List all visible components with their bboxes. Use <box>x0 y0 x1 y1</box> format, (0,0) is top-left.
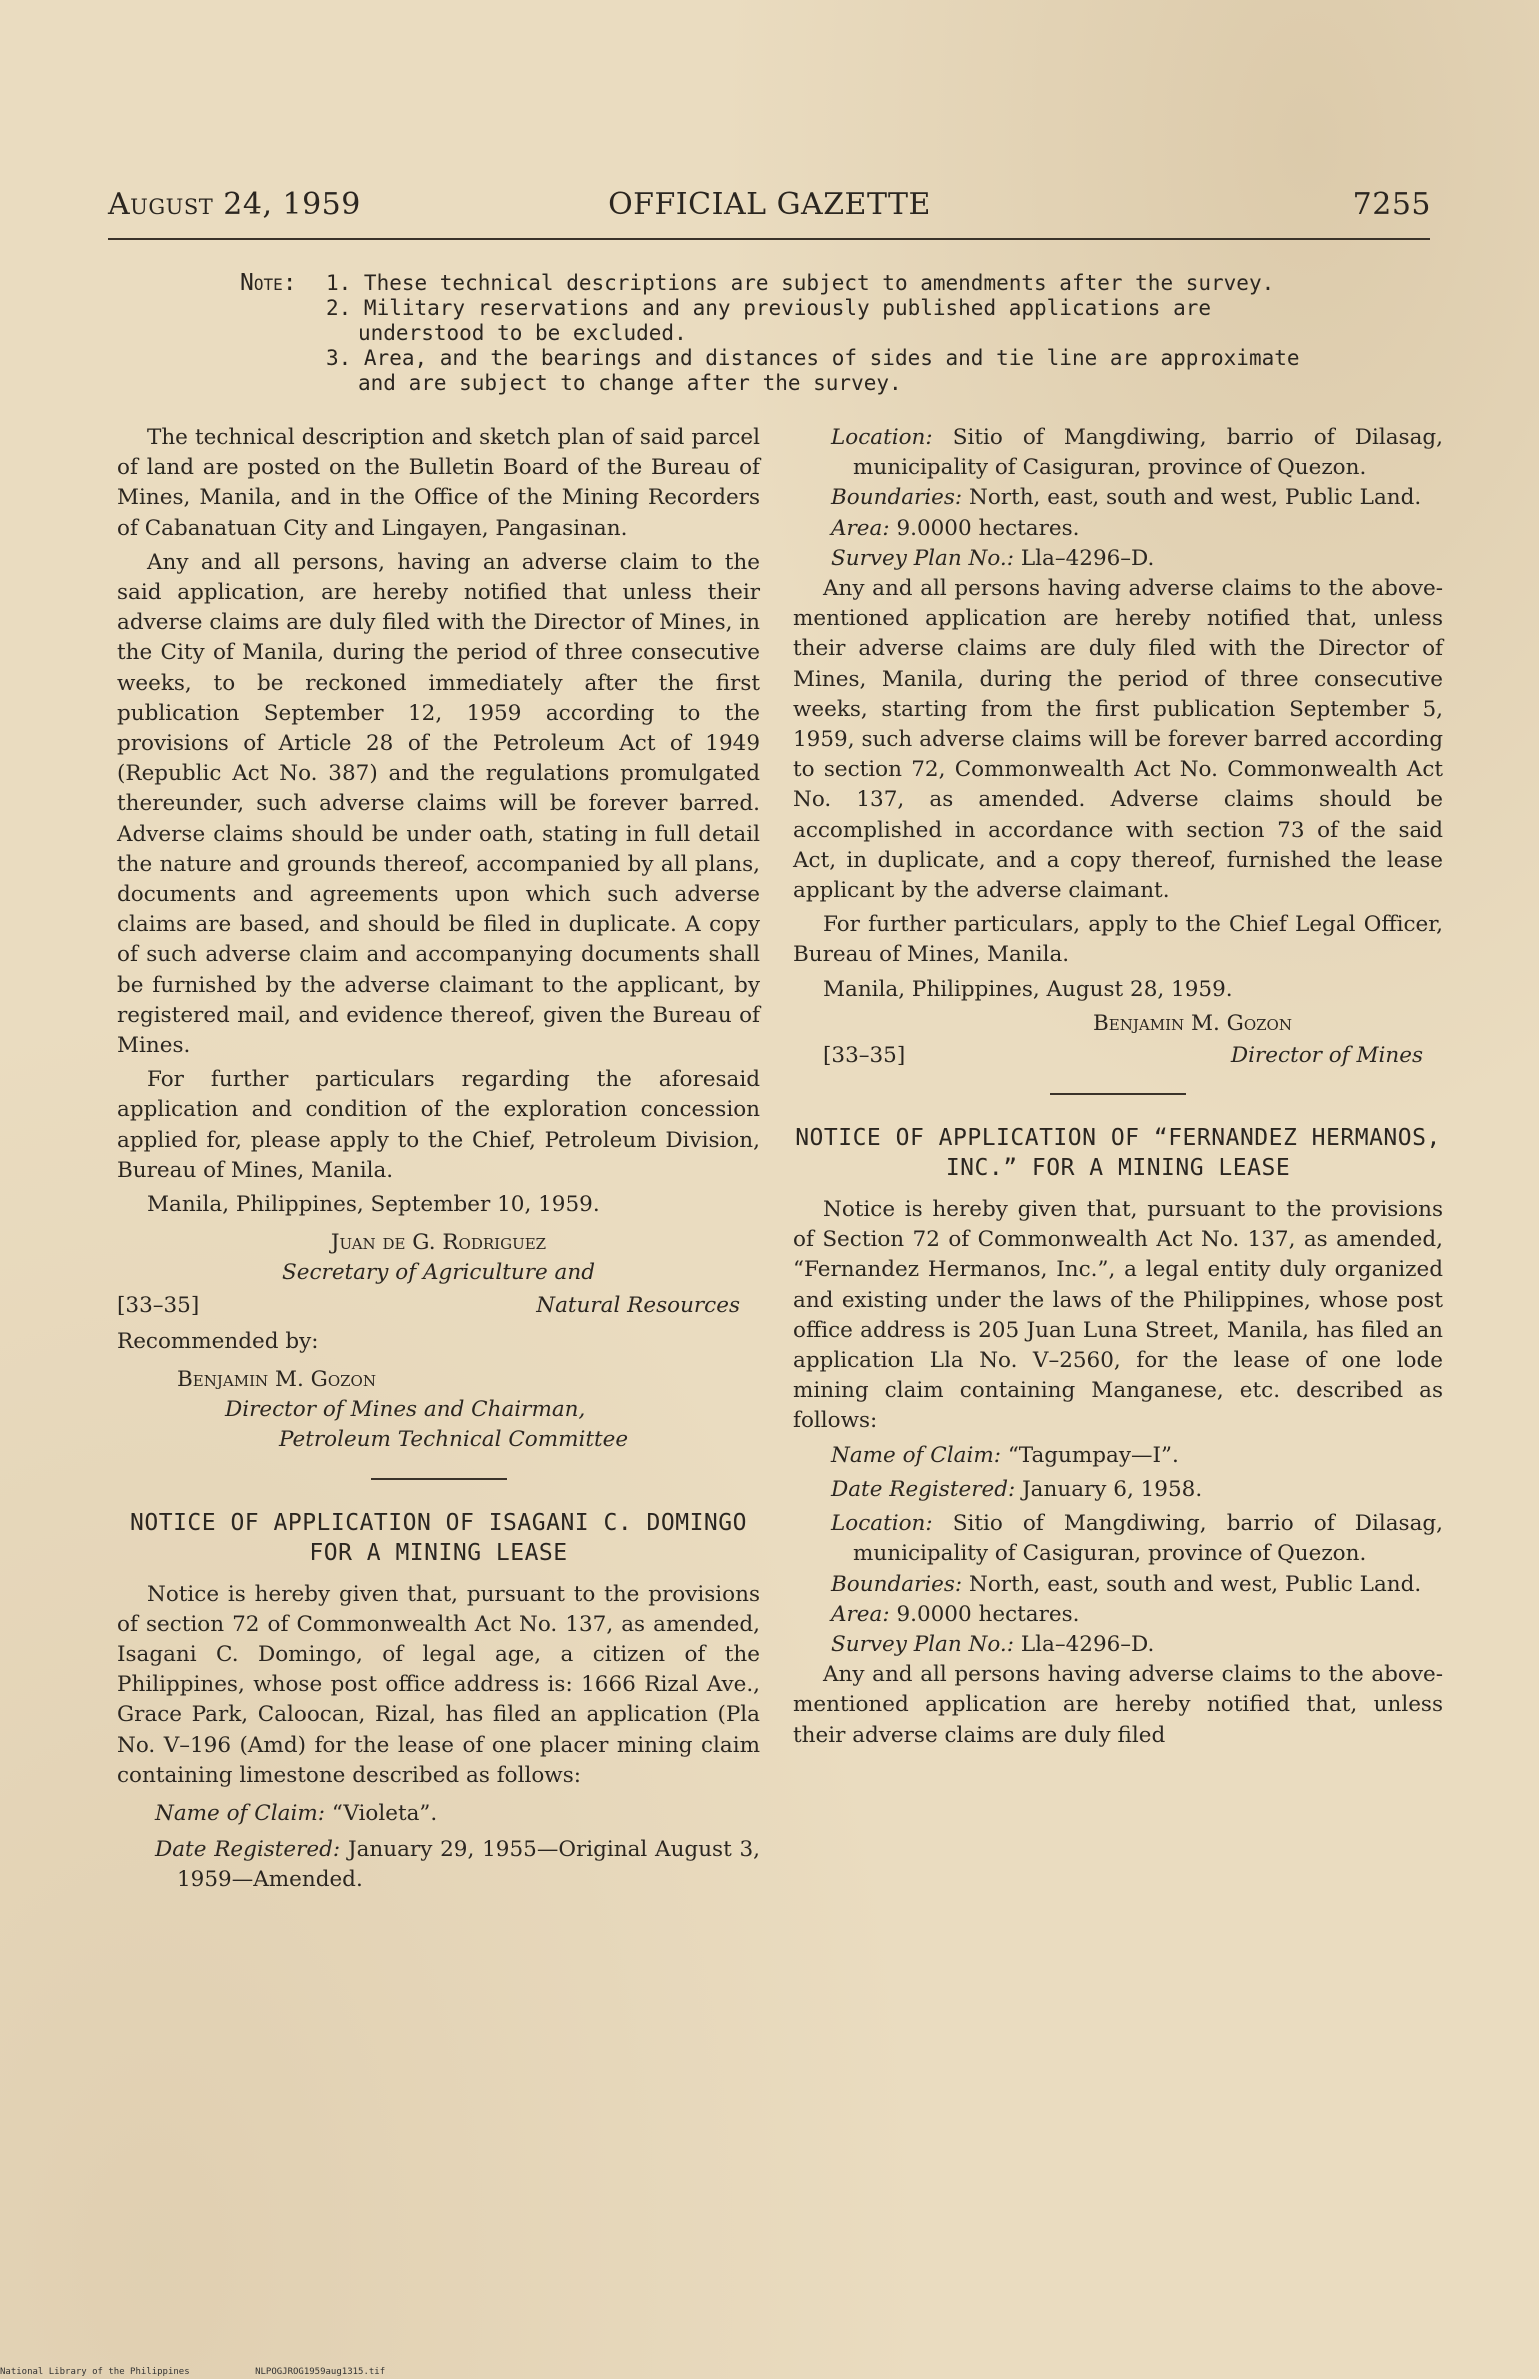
note-item: 2. Military reservations and any previously published applications are understood to be excluded. <box>326 296 1212 345</box>
file-name: NLPOGJROG1959aug1315.tif <box>255 2367 386 2377</box>
area-field <box>793 1600 1443 1630</box>
note-label: Note: <box>240 270 297 296</box>
field-value: North, east, south and west, Public Land. <box>969 1571 1422 1597</box>
page-number: 7255 <box>1352 187 1431 222</box>
field-label: Location: <box>831 425 933 450</box>
paragraph: Any and all persons having adverse claims to the above-mentioned application are hereby notified that, unless their adverse claims are duly filed <box>793 1662 1443 1748</box>
field-label: Date Registered: <box>831 1476 1016 1502</box>
field-label: Name of Claim: <box>155 1800 325 1826</box>
reference-code: [33–35] <box>823 1043 906 1069</box>
scan-footer <box>0 2367 445 2377</box>
field-value: Sitio of Mangdiwing, barrio of Dilasag, municipality of Casiguran, province of Quezon. <box>853 1511 1443 1567</box>
left-column <box>117 423 760 1896</box>
field-label: Survey Plan No.: <box>831 1631 1015 1657</box>
paragraph: Any and all persons having adverse claims to the above-mentioned application are hereby notified that, unless their adverse claims are duly filed with the Director of Mines, Manila, during the period of three consecutive weeks, starting from the first publication September 5, 1959, such adverse claims will be forever barred according to section 72, Commonwealth Act No. Commonwealth Act No. 137, as amended. Adverse claims should be accomplished in accordance with section 73 of the said Act, in duplicate, and a copy thereof, furnished the lease applicant by the adverse claimant. <box>793 576 1443 904</box>
survey-plan-field <box>793 544 1443 574</box>
right-column <box>793 423 1443 1755</box>
field-value: “Tagumpay—I”. <box>1007 1442 1179 1468</box>
field-value: Lla–4296–D. <box>1020 545 1155 571</box>
field-value: 9.0000 hectares. <box>896 515 1080 541</box>
location-field <box>793 1509 1443 1569</box>
field-label: Location: <box>831 1511 933 1537</box>
notice-heading: NOTICE OF APPLICATION OF ISAGANI C. DOMINGO FOR A MINING LEASE <box>130 1509 747 1566</box>
field-label: Boundaries: <box>831 485 963 511</box>
field-value: January 29, 1955—Original August 3, 1959—Amended. <box>177 1837 761 1893</box>
reference-line <box>117 1291 760 1321</box>
note-block <box>240 271 1320 396</box>
field-label: Date Registered: <box>155 1837 341 1863</box>
field-label: Name of Claim: <box>831 1442 1001 1468</box>
field-label: Boundaries: <box>831 1571 963 1597</box>
boundaries-field <box>793 1570 1443 1600</box>
claim-field <box>793 1441 1443 1471</box>
signatory-title: Director of Mines <box>1230 1043 1423 1069</box>
signatory-name: Benjamin M. Gozon <box>1093 1010 1292 1036</box>
field-label: Area: <box>831 515 890 541</box>
paragraph: Notice is hereby given that, pursuant to the provisions of section 72 of Commonwealth Act No. 137, as amended, Isagani C. Domingo, of legal age, a citizen of the Philippines, whose post office address is: 1666 Rizal Ave., Grace Park, Caloocan, Rizal, has filed an application (Pla No. V–196 (Amd) for the lease of one placer mining claim containing limestone described as follows: <box>117 1581 760 1788</box>
field-label: Survey Plan No.: <box>831 545 1015 571</box>
note-item: 1. These technical descriptions are subject to amendments after the survey. <box>326 271 1275 295</box>
signatory-name: Benjamin M. Gozon <box>177 1366 376 1392</box>
area-field <box>793 514 1443 544</box>
paragraph: For further particulars, apply to the Chief Legal Officer, Bureau of Mines, Manila. <box>793 912 1443 968</box>
notice-heading: NOTICE OF APPLICATION OF “FERNANDEZ HERMANOS, INC.” FOR A MINING LEASE <box>795 1125 1441 1182</box>
field-value: Sitio of Mangdiwing, barrio of Dilasag, municipality of Casiguran, province of Quezon. <box>853 425 1443 481</box>
section-divider <box>371 1478 507 1480</box>
survey-plan-field <box>793 1630 1443 1660</box>
dateline: Manila, Philippines, August 28, 1959. <box>823 976 1233 1002</box>
dateline: Manila, Philippines, September 10, 1959. <box>147 1192 600 1218</box>
paragraph: Any and all persons, having an adverse claim to the said application, are hereby notified that unless their adverse claims are duly filed with the Director of Mines, in the City of Manila, during the period of three consecutive weeks, to be reckoned immediately after the first publication September 12, 1959 according to the provisions of Article 28 of the Petroleum Act of 1949 (Republic Act No. 387) and the regulations promulgated thereunder, such adverse claims will be forever barred. Adverse claims should be under oath, stating in full detail the nature and grounds thereof, accompanied by all plans, documents and agreements upon which such adverse claims are based, and should be filed in duplicate. A copy of such adverse claim and accompanying documents shall be furnished by the adverse claimant to the applicant, by registered mail, and evidence thereof, given the Bureau of Mines. <box>117 549 760 1059</box>
signatory-name: Juan de G. Rodriguez <box>330 1230 547 1256</box>
field-value: Lla–4296–D. <box>1020 1631 1155 1657</box>
signatory-title: Natural Resources <box>536 1292 740 1318</box>
signatory-title: Secretary of Agriculture and <box>282 1260 595 1286</box>
publication-title: OFFICIAL GAZETTE <box>608 187 931 222</box>
date-field <box>117 1835 760 1895</box>
library-credit: National Library of the Philippines <box>0 2367 190 2377</box>
field-value: January 6, 1958. <box>1022 1476 1203 1502</box>
header-divider <box>108 238 1430 240</box>
field-value: North, east, south and west, Public Land. <box>969 485 1422 511</box>
field-label: Area: <box>831 1601 890 1627</box>
field-value: “Violeta”. <box>331 1800 438 1826</box>
section-divider <box>1050 1093 1186 1095</box>
field-value: 9.0000 hectares. <box>896 1601 1080 1627</box>
signatory-title: Petroleum Technical Committee <box>279 1427 629 1453</box>
running-head <box>108 183 1431 223</box>
note-item: 3. Area, and the bearings and distances of sides and tie line are approximate and are subject to change after the survey. <box>326 346 1300 395</box>
signatory-title: Director of Mines and Chairman, <box>225 1397 586 1423</box>
paragraph: For further particulars regarding the aforesaid application and condition of the exploration concession applied for, please apply to the Chief, Petroleum Division, Bureau of Mines, Manila. <box>117 1067 760 1183</box>
paragraph: The technical description and sketch plan of said parcel of land are posted on the Bulletin Board of the Bureau of Mines, Manila, and in the Office of the Mining Recorders of Cabanatuan City and Lingayen, Pangasinan. <box>117 425 760 541</box>
reference-code: [33–35] <box>117 1292 200 1318</box>
boundaries-field <box>793 483 1443 513</box>
issue-date: August 24, 1959 <box>108 187 361 222</box>
reference-line <box>793 1041 1443 1071</box>
recommended-label: Recommended by: <box>117 1328 319 1354</box>
date-field <box>793 1475 1443 1505</box>
location-field <box>793 423 1443 483</box>
paragraph: Notice is hereby given that, pursuant to the provisions of Section 72 of Commonwealth Act No. 137, as amended, “Fernandez Hermanos, Inc.”, a legal entity duly organized and existing under the laws of the Philippines, whose post office address is 205 Juan Luna Street, Manila, has filed an application Lla No. V–2560, for the lease of one lode mining claim containing Manganese, etc. described as follows: <box>793 1197 1443 1434</box>
claim-field <box>117 1799 760 1829</box>
